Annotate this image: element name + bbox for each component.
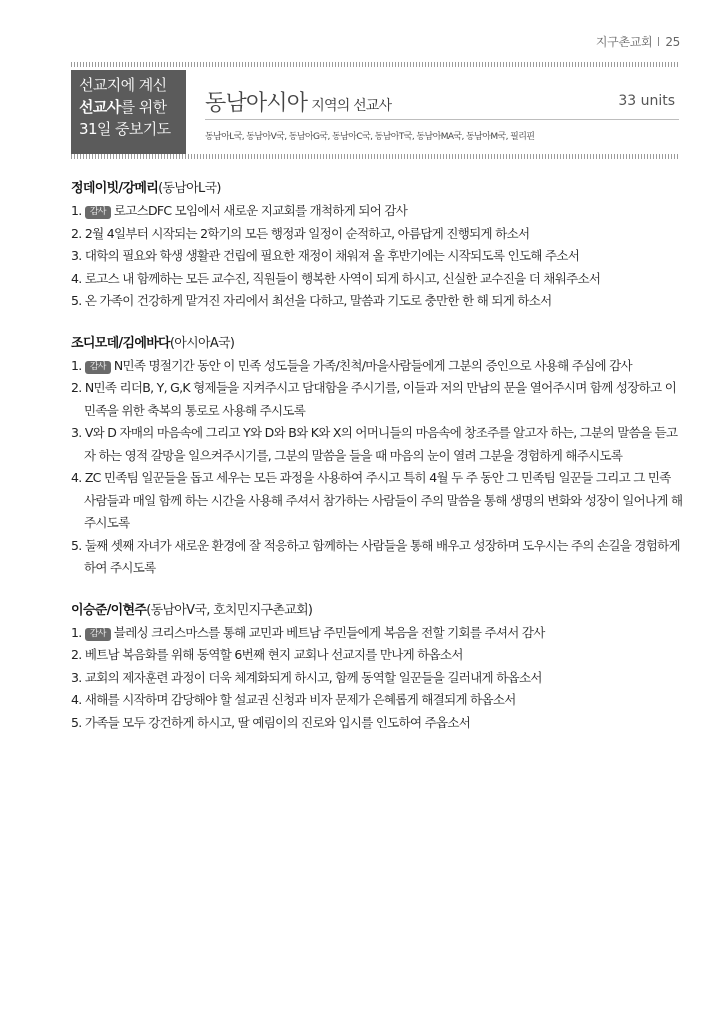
header-separator [658, 37, 659, 46]
prayer-item-text: N민족 리더B, Y, G,K 형제들을 지켜주시고 담대함을 주시기를, 이들과 저의 만남의 문을 열어주시며 함께 성장하고 이 민족을 위한 축복의 통로로 사용해 주시도록 [84, 380, 677, 418]
missionary-affiliation: (동남아V국, 호치민지구촌교회) [146, 602, 313, 618]
prayer-item [71, 422, 683, 467]
prayer-item-number: 3. [71, 425, 82, 440]
prayer-item-number: 5. [71, 293, 82, 308]
prayer-item-text: ZC 민족팀 일꾼들을 돕고 세우는 모든 과정을 사용하여 주시고 특히 4월 두 주 동안 그 민족팀 일꾼들 그리고 그 민족 사람들과 매일 함께 하는 시간을 사용해 주셔서 참가하는 사람들이 주의 말씀을 통해 생명의 변화와 성장이 일어나게 해 주시도록 [84, 470, 683, 530]
region-name: 동남아시아 [205, 91, 308, 116]
series-line-1: 선교지에 계신 [79, 76, 167, 94]
prayer-item-text: V와 D 자매의 마음속에 그리고 Y와 D와 B와 K와 X의 어머니들의 마음속에 창조주를 알고자 하는, 그분의 말씀을 듣고자 하는 영적 갈망을 일으켜주시기를, 그분의 말씀을 들을 때 마음의 눈이 열려 그분을 경험하게 해주시도록 [84, 425, 678, 463]
thanks-badge: 감사 [85, 628, 111, 641]
prayer-list [71, 622, 683, 735]
prayer-item [71, 712, 683, 735]
dotted-rule-bottom [71, 154, 679, 159]
prayer-item-number: 1. [71, 203, 82, 218]
prayer-item-text: 베트남 복음화를 위해 동역할 6번째 현지 교회나 선교지를 만나게 하옵소서 [84, 647, 463, 662]
prayer-item-number: 5. [71, 714, 82, 730]
dotted-rule-top [71, 62, 679, 67]
thanks-badge: 감사 [85, 361, 111, 374]
prayer-item [71, 535, 683, 580]
prayer-item-text: 가족들 모두 강건하게 하시고, 딸 예림이의 진로와 입시를 인도하여 주옵소서 [84, 714, 471, 730]
prayer-item-text: N민족 명절기간 동안 이 민족 성도들을 가족/친척/마을사람들에게 그분의 증인으로 사용해 주심에 감사 [113, 357, 632, 373]
missionary-names: 이승준/이현주 [71, 602, 147, 618]
missionary-names: 조디모데/김에바다 [71, 335, 170, 351]
prayer-item [71, 268, 683, 291]
prayer-item-text: 로고스DFC 모임에서 새로운 지교회를 개척하게 되어 감사 [113, 203, 408, 218]
prayer-item-number: 3. [71, 248, 82, 263]
prayer-item-text: 교회의 제자훈련 과정이 더욱 체계화되게 하시고, 함께 동역할 일꾼들을 길러내게 하옵소서 [84, 669, 542, 685]
prayer-item [71, 245, 683, 268]
prayer-item-text: 2월 4일부터 시작되는 2학기의 모든 행정과 일정이 순적하고, 아름답게 진행되게 하소서 [84, 225, 530, 241]
prayer-item-text: 온 가족이 건강하게 맡겨진 자리에서 최선을 다하고, 말씀과 기도로 충만한 한 해 되게 하소서 [84, 293, 552, 308]
prayer-item-number: 1. [71, 624, 82, 640]
prayer-item-text: 새해를 시작하며 감당해야 할 설교권 신청과 비자 문제가 은혜롭게 해결되게 하옵소서 [84, 692, 516, 707]
missionary-section [71, 333, 683, 580]
missionary-section [71, 178, 683, 313]
prayer-item [71, 355, 683, 378]
prayer-content [71, 178, 683, 754]
section-name: 지구촌교회 [595, 35, 653, 49]
prayer-item-text: 대학의 필요와 학생 생활관 건립에 필요한 재정이 채워져 올 후반기에는 시작되도록 인도해 주소서 [84, 248, 580, 263]
page-number: 25 [665, 34, 680, 49]
prayer-item [71, 200, 683, 223]
missionary-heading [71, 178, 683, 200]
prayer-item-number: 2. [71, 647, 82, 662]
prayer-item-number: 4. [71, 692, 82, 707]
missionary-heading [71, 333, 683, 355]
prayer-item [71, 622, 683, 645]
prayer-item-number: 1. [71, 357, 82, 373]
region-subtitle: 지역의 선교사 [311, 98, 392, 114]
prayer-item [71, 290, 683, 313]
series-line-2-bold: 선교사 [79, 98, 121, 116]
prayer-item-text: 블레싱 크리스마스를 통해 교민과 베트남 주민들에게 복음을 전할 기회를 주셔서 감사 [113, 624, 545, 640]
prayer-item-number: 4. [71, 270, 82, 286]
running-header [596, 33, 680, 50]
prayer-item [71, 223, 683, 246]
prayer-list [71, 355, 683, 580]
title-divider [205, 119, 679, 120]
prayer-item-number: 5. [71, 537, 82, 553]
series-line-3: 31일 중보기도 [79, 120, 171, 138]
prayer-item-number: 3. [71, 669, 82, 685]
prayer-item-text: 로고스 내 함께하는 모든 교수진, 직원들이 행복한 사역이 되게 하시고, 신실한 교수진을 더 채워주소서 [84, 270, 601, 286]
prayer-item [71, 667, 683, 690]
series-line-2-rest: 를 위한 [120, 98, 167, 116]
prayer-item [71, 467, 683, 535]
missionary-affiliation: (아시아A국) [169, 335, 235, 351]
prayer-item [71, 644, 683, 667]
prayer-item-number: 4. [71, 470, 82, 485]
series-line-2 [79, 96, 186, 118]
series-label-box [71, 70, 186, 154]
thanks-badge: 감사 [85, 206, 111, 219]
missionary-heading [71, 600, 683, 622]
region-title [205, 86, 391, 117]
missionary-affiliation: (동남아L국) [158, 181, 221, 196]
country-list: 동남아L국, 동남아V국, 동남아G국, 동남아C국, 동남아T국, 동남아MA국, 동남아M국, 필리핀 [205, 132, 535, 142]
units-count: 33 units [618, 93, 675, 109]
prayer-item-number: 2. [71, 380, 82, 395]
prayer-item-text: 둘째 셋째 자녀가 새로운 환경에 잘 적응하고 함께하는 사람들을 통해 배우고 성장하며 도우시는 주의 손길을 경험하게 하여 주시도록 [84, 537, 680, 575]
missionary-names: 정데이빗/강메리 [71, 181, 159, 196]
prayer-list [71, 200, 683, 313]
prayer-item-number: 2. [71, 225, 82, 241]
prayer-item [71, 689, 683, 712]
missionary-section [71, 600, 683, 735]
prayer-item [71, 377, 683, 422]
